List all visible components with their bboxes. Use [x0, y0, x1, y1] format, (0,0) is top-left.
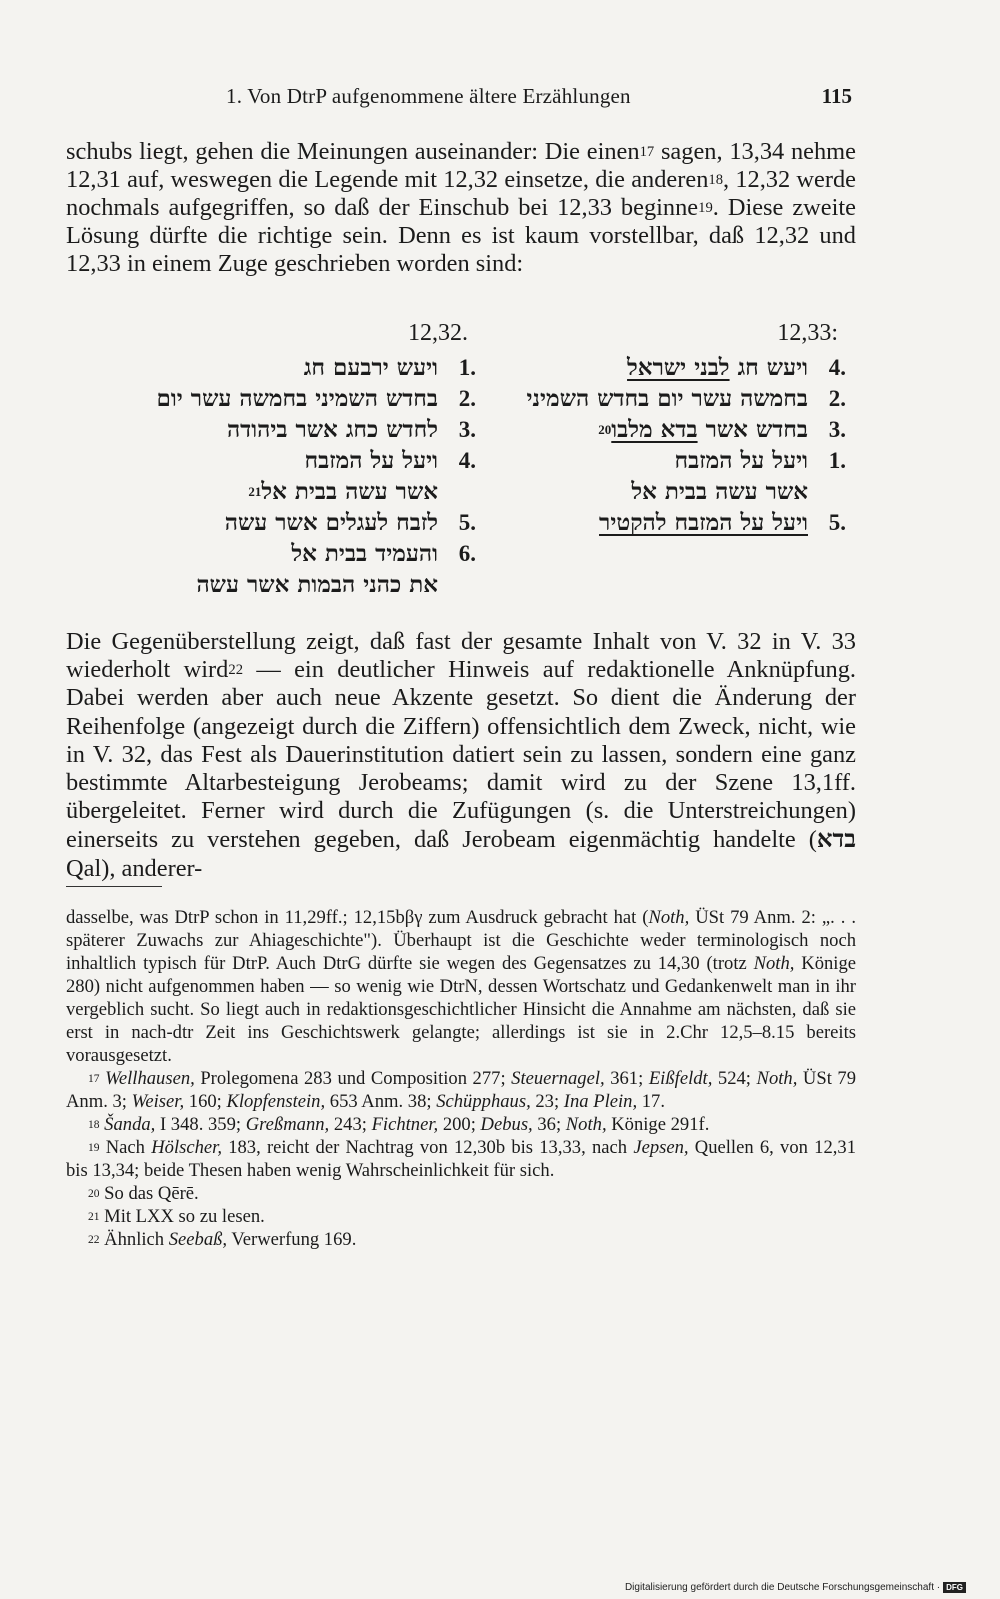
hebrew-text: בחדש השמיני בחמשה עשר יום: [156, 385, 438, 412]
footnote-17: $^{17}$ Wellhausen, Prolegomena 283 und Composition 277; Steuernagel, 361; Eißfeldt, 524; Noth, ÜSt 79 Anm. 3; Weiser, 160; Klopfenstein, 653 Anm. 38; Schüpphaus, 23; Ina Plein, 17.: [66, 1068, 857, 1112]
footnote-divider: [66, 886, 162, 887]
para2-text-2: — ein deutlicher Hinweis auf redaktionelle Anknüpfung. Dabei werden aber auch neue Akzente gesetzt. So dient die Änderung der Reihenfolge (angezeigt durch die Ziffern) offensichtlich dem Zweck, nicht, wie in V. 32, das Fest als Dauerinstitution datiert sein zu lassen, sondern eine ganz bestimmte Altarbesteigung Jerobeams; damit wird zu der Szene 13,1ff. übergeleitet. Ferner wird durch die Zufügungen (s. die Unterstreichungen) einerseits zu verstehen gegeben, daß Jerobeam eigenmächtig handelte (: [66, 656, 857, 854]
hebrew-line: [496, 383, 846, 414]
dfg-logo: DFG: [943, 1582, 966, 1593]
line-number: 2.: [828, 386, 846, 411]
hebrew-line: [496, 476, 846, 507]
hebrew-line: [126, 352, 476, 383]
para2-text-1: Die Gegenüberstellung zeigt, daß fast der gesamte Inhalt von V. 32 in V. 33 wiederholt wird: [66, 628, 856, 684]
footnote-21: $^{21}$ Mit LXX so zu lesen.: [88, 1206, 265, 1227]
line-number: 2.: [458, 386, 476, 411]
para1-text-3: , 12,32 werde nochmals aufgegriffen, so daß der Einschub bei 12,33 beginne: [66, 166, 856, 221]
hebrew-inline: בדא: [816, 824, 856, 854]
footnote-continuation: dasselbe, was DtrP schon in 11,29ff.; 12,15bβγ zum Ausdruck gebracht hat (Noth, ÜSt 79 Anm. 2: „. . . späterer Zuwachs zur Ahiageschichte"). Überhaupt ist die Geschichte weder terminologisch noch inhaltlich typisch für DtrP. Auch DtrG dürfte sie wegen des Gegensatzes zu 14,30 (trotz Noth, Könige 280) nicht aufgenommen haben — so wenig wie DtrN, dessen Wortschatz und Gedankenwelt man in ihr vergeblich sucht. So liegt auch in redaktionsgeschichtlicher Hinsicht die Annahme am nächsten, daß sie erst in nach-dtr Zeit ins Geschichtswerk gelangte; allerdings ist sie in 2.Chr 12,5–8.15 bereits vorausgesetzt.: [66, 907, 857, 1066]
para2-text-3: Qal), anderer-: [66, 854, 203, 882]
para1-text-4: . Diese zweite Lösung dürfte die richtige sein. Denn es ist kaum vorstellbar, daß 12,32 und 12,33 in einem Zuge geschrieben worden sind:: [66, 194, 856, 277]
line-number: 4.: [458, 448, 476, 473]
footnote-ref-21[interactable]: 21: [248, 484, 262, 500]
para1-text-2: sagen, 13,34 nehme 12,31 auf, weswegen die Legende mit 12,32 einsetze, die anderen: [66, 138, 856, 193]
line-number: 1.: [828, 448, 846, 473]
digitization-credit: [625, 1582, 966, 1593]
line-number: 1.: [458, 355, 476, 380]
hebrew-text: ויעל על המזבח: [304, 447, 438, 474]
hebrew-text: והעמיד בבית אל: [291, 540, 438, 567]
footnote-ref-22[interactable]: 22: [228, 662, 243, 679]
footnotes: [66, 906, 856, 1251]
page-header: [66, 84, 852, 116]
footnote-22: $^{22}$ Ähnlich Seebaß, Verwerfung 169.: [88, 1229, 357, 1250]
hebrew-line: [496, 445, 846, 476]
hebrew-line: [126, 383, 476, 414]
hebrew-text: בחמשה עשר יום בחדש השמיני: [526, 385, 808, 412]
hebrew-text: את כהני הבמות אשר עשה: [196, 571, 438, 598]
line-number: 6.: [458, 541, 476, 566]
footnote-18: $^{18}$ Šanda, I 348. 359; Greßmann, 243; Fichtner, 200; Debus, 36; Noth, Könige 291f.: [88, 1114, 710, 1135]
credit-text: Digitalisierung gefördert durch die Deutsche Forschungsgemeinschaft ·: [624, 1582, 941, 1593]
column-label: 12,32.: [408, 320, 468, 346]
underlined-addition: בדא מלבו: [611, 416, 698, 443]
footnote-ref-19[interactable]: 19: [698, 200, 713, 217]
footnote-ref-17[interactable]: 17: [639, 144, 655, 161]
footnote-ref-18[interactable]: 18: [708, 172, 724, 189]
paragraph-analysis: [66, 628, 856, 883]
hebrew-text: לחדש כחג אשר ביהודה: [226, 416, 438, 443]
hebrew-text: אשר עשה בבית אל: [631, 478, 808, 505]
underlined-addition: ויעל על המזבח להקטיר: [599, 509, 808, 536]
page-number: 115: [821, 84, 852, 108]
verse-comparison: [66, 320, 856, 610]
hebrew-text: ויעש חג לבני ישראל: [627, 354, 808, 381]
hebrew-text: בחדש אשר בדא מלבו$^{20}$: [598, 416, 808, 443]
hebrew-text: אשר עשה בבית אל$^{21}$: [248, 478, 438, 505]
line-number: 5.: [458, 510, 476, 535]
underlined-addition: לבני ישראל: [627, 354, 730, 381]
line-number: 3.: [458, 417, 476, 442]
para1-text-1: schubs liegt, gehen die Meinungen auseinander: Die einen: [66, 138, 640, 165]
verse-column-12-33: [496, 320, 846, 538]
footnote-19: $^{19}$ Nach Hölscher, 183, reicht der Nachtrag von 12,30b bis 13,33, nach Jepsen, Quellen 6, von 12,31 bis 13,34; beide Thesen haben wenig Wahrscheinlichkeit für sich.: [66, 1137, 856, 1181]
hebrew-line: [126, 538, 476, 569]
hebrew-text: ויעש ירבעם חג: [303, 354, 438, 381]
footnote-20: $^{20}$ So das Qērē.: [88, 1183, 199, 1204]
hebrew-line: [126, 507, 476, 538]
column-label: 12,33:: [777, 320, 838, 346]
verse-column-12-32: [126, 320, 476, 600]
footnote-ref-20[interactable]: 20: [598, 422, 612, 438]
hebrew-text: ויעל על המזבח: [674, 447, 808, 474]
line-number: 4.: [828, 355, 846, 380]
hebrew-line: [126, 445, 476, 476]
hebrew-line: [126, 414, 476, 445]
hebrew-line: [126, 476, 476, 507]
paragraph-intro: [66, 138, 856, 278]
hebrew-line: [496, 507, 846, 538]
running-head: 1. Von DtrP aufgenommene ältere Erzählungen: [226, 84, 631, 108]
hebrew-text: לזבח לעגלים אשר עשה: [224, 509, 438, 536]
hebrew-line: [496, 414, 846, 445]
hebrew-line: [126, 569, 476, 600]
hebrew-line: [496, 352, 846, 383]
line-number: 3.: [828, 417, 846, 442]
line-number: 5.: [828, 510, 846, 535]
